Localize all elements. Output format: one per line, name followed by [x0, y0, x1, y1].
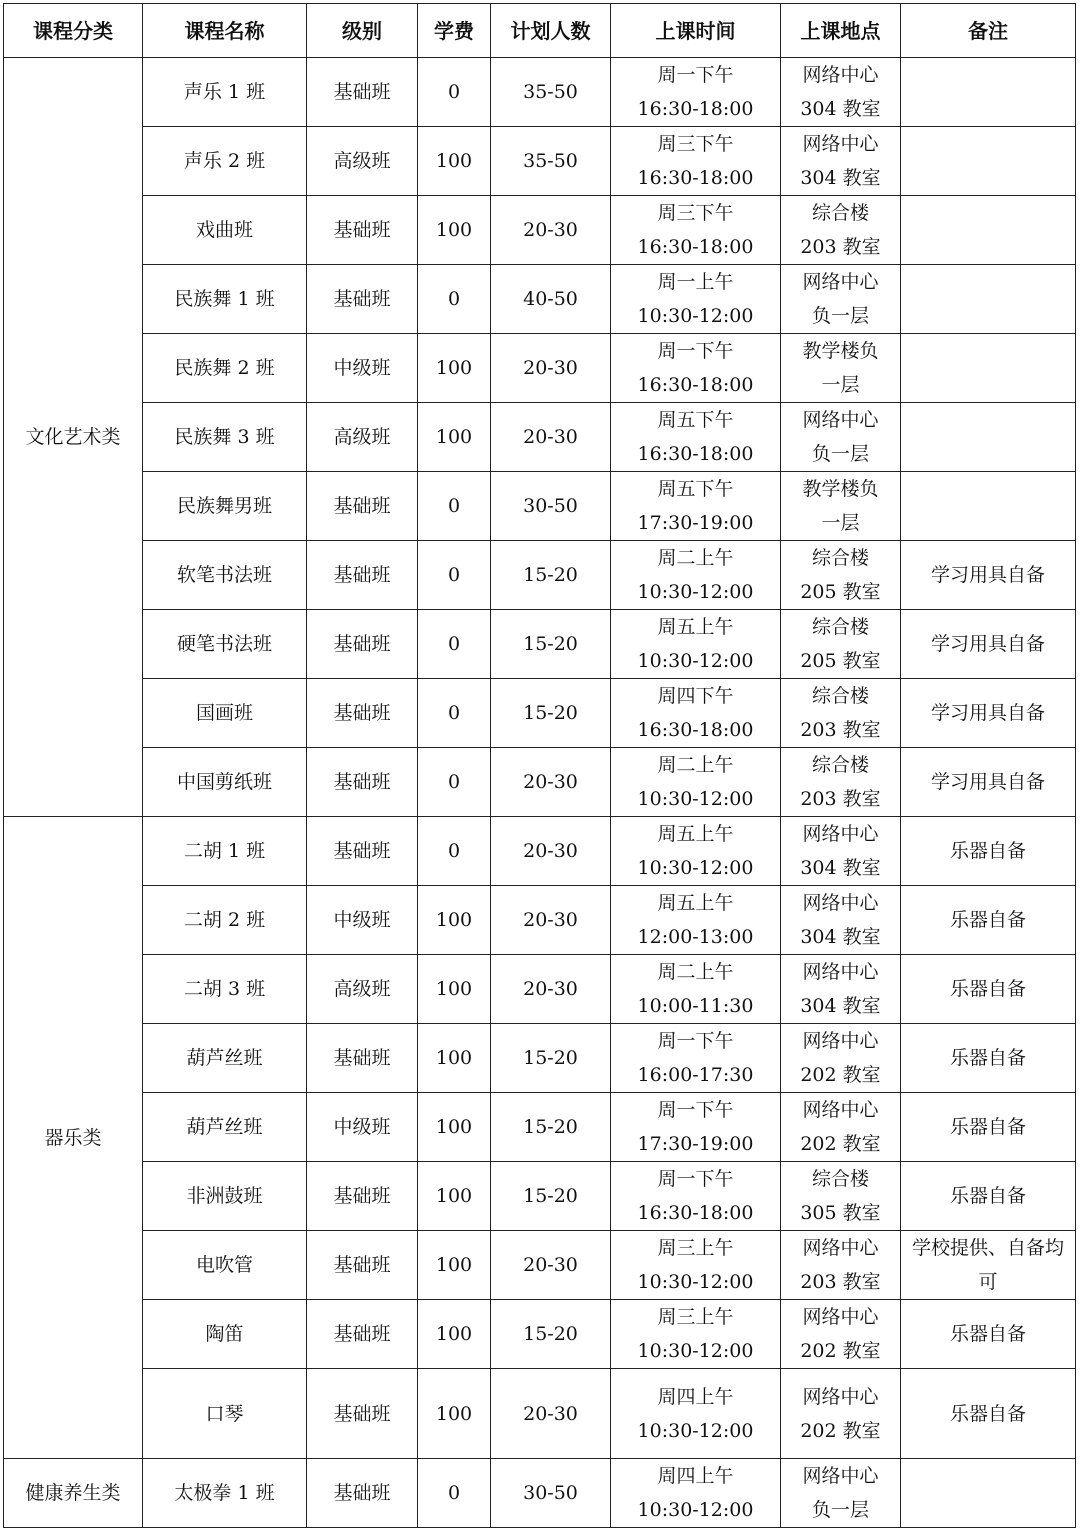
level-cell: 基础班	[307, 1231, 418, 1300]
class-location-line: 综合楼	[811, 754, 869, 776]
class-location-line: 304 教室	[800, 995, 881, 1017]
header-note: 备注	[901, 4, 1076, 58]
level-cell: 基础班	[307, 679, 418, 748]
course-name-cell: 民族舞 2 班	[143, 334, 307, 403]
note-cell	[901, 127, 1076, 196]
class-location-cell	[781, 472, 901, 541]
category-cell: 器乐类	[4, 817, 143, 1459]
class-location-line: 304 教室	[800, 857, 881, 879]
class-time-line: 周五下午	[657, 409, 734, 431]
table-row	[4, 541, 1076, 610]
fee-cell: 0	[418, 265, 491, 334]
class-location-line: 网络中心	[802, 271, 879, 293]
class-location-line: 202 教室	[800, 1419, 881, 1442]
class-time-line: 周三下午	[657, 133, 734, 155]
class-location-cell	[781, 58, 901, 127]
course-name-cell: 二胡 3 班	[143, 955, 307, 1024]
level-cell: 基础班	[307, 196, 418, 265]
class-location-line: 综合楼	[811, 202, 869, 224]
course-name-cell: 声乐 1 班	[143, 58, 307, 127]
class-location-line: 205 教室	[800, 650, 881, 672]
class-time-cell	[611, 265, 781, 334]
class-time-cell	[611, 403, 781, 472]
fee-cell: 100	[418, 1093, 491, 1162]
note-cell	[901, 403, 1076, 472]
class-location-cell	[781, 1459, 901, 1528]
planned-count-cell: 20-30	[491, 196, 611, 265]
header-category: 课程分类	[4, 4, 143, 58]
course-name-cell: 二胡 2 班	[143, 886, 307, 955]
class-time-line: 周五下午	[657, 478, 734, 500]
planned-count-cell: 20-30	[491, 817, 611, 886]
fee-cell: 0	[418, 541, 491, 610]
fee-cell: 100	[418, 403, 491, 472]
class-time-cell	[611, 955, 781, 1024]
fee-cell: 100	[418, 886, 491, 955]
class-time-line: 10:30-12:00	[637, 650, 754, 672]
fee-cell: 0	[418, 679, 491, 748]
note-cell: 学习用具自备	[901, 610, 1076, 679]
level-cell: 中级班	[307, 1093, 418, 1162]
level-cell: 基础班	[307, 1024, 418, 1093]
class-location-line: 203 教室	[800, 719, 881, 741]
course-name-cell: 非洲鼓班	[143, 1162, 307, 1231]
table-row	[4, 1369, 1076, 1459]
class-time-line: 周五上午	[657, 892, 734, 914]
class-time-line: 10:30-12:00	[637, 1340, 754, 1362]
level-cell: 中级班	[307, 886, 418, 955]
course-name-cell: 葫芦丝班	[143, 1024, 307, 1093]
fee-cell: 0	[418, 748, 491, 817]
class-time-line: 16:00-17:30	[637, 1064, 754, 1086]
note-cell	[901, 58, 1076, 127]
table-row	[4, 817, 1076, 886]
class-location-cell	[781, 955, 901, 1024]
header-class-location: 上课地点	[781, 4, 901, 58]
course-name-cell: 国画班	[143, 679, 307, 748]
note-cell	[901, 334, 1076, 403]
class-location-cell	[781, 1024, 901, 1093]
planned-count-cell: 20-30	[491, 403, 611, 472]
table-row	[4, 1459, 1076, 1528]
class-time-line: 周四下午	[657, 685, 734, 707]
note-cell: 乐器自备	[901, 1369, 1076, 1459]
class-location-cell	[781, 265, 901, 334]
course-name-cell: 口琴	[143, 1369, 307, 1459]
level-cell: 基础班	[307, 472, 418, 541]
note-cell	[901, 265, 1076, 334]
level-cell: 基础班	[307, 58, 418, 127]
note-cell: 学习用具自备	[901, 679, 1076, 748]
class-location-line: 203 教室	[800, 788, 881, 810]
table-row	[4, 1231, 1076, 1300]
planned-count-cell: 20-30	[491, 1231, 611, 1300]
class-location-line: 综合楼	[811, 1168, 869, 1190]
fee-cell: 100	[418, 1231, 491, 1300]
class-time-line: 周五上午	[657, 823, 734, 845]
table-row	[4, 1024, 1076, 1093]
fee-cell: 0	[418, 1459, 491, 1528]
note-cell: 学校提供、自备均可	[901, 1231, 1076, 1300]
class-location-line: 综合楼	[811, 685, 869, 707]
table-row	[4, 265, 1076, 334]
table-row	[4, 334, 1076, 403]
class-time-line: 16:30-18:00	[637, 167, 754, 189]
class-location-cell	[781, 1231, 901, 1300]
class-location-cell	[781, 1369, 901, 1459]
class-location-line: 202 教室	[800, 1064, 881, 1086]
class-time-cell	[611, 1024, 781, 1093]
class-location-line: 202 教室	[800, 1133, 881, 1155]
level-cell: 基础班	[307, 1459, 418, 1528]
class-location-line: 网络中心	[802, 1465, 879, 1487]
class-location-cell	[781, 610, 901, 679]
note-cell: 学习用具自备	[901, 541, 1076, 610]
planned-count-cell: 20-30	[491, 748, 611, 817]
fee-cell: 0	[418, 472, 491, 541]
planned-count-cell: 15-20	[491, 1162, 611, 1231]
level-cell: 基础班	[307, 610, 418, 679]
planned-count-cell: 35-50	[491, 58, 611, 127]
class-location-cell	[781, 127, 901, 196]
note-cell: 乐器自备	[901, 817, 1076, 886]
level-cell: 基础班	[307, 1300, 418, 1369]
planned-count-cell: 15-20	[491, 1300, 611, 1369]
class-time-line: 10:30-12:00	[637, 305, 754, 327]
level-cell: 中级班	[307, 334, 418, 403]
header-planned-count: 计划人数	[491, 4, 611, 58]
course-name-cell: 硬笔书法班	[143, 610, 307, 679]
class-location-line: 网络中心	[802, 64, 879, 86]
class-time-line: 16:30-18:00	[637, 443, 754, 465]
level-cell: 高级班	[307, 403, 418, 472]
class-location-line: 教学楼负	[802, 340, 879, 362]
class-time-line: 16:30-18:00	[637, 98, 754, 120]
course-name-cell: 民族舞男班	[143, 472, 307, 541]
table-row	[4, 1162, 1076, 1231]
planned-count-cell: 40-50	[491, 265, 611, 334]
class-time-line: 周二上午	[657, 961, 734, 983]
planned-count-cell: 20-30	[491, 1369, 611, 1459]
course-name-cell: 中国剪纸班	[143, 748, 307, 817]
class-time-cell	[611, 817, 781, 886]
table-row	[4, 403, 1076, 472]
class-location-line: 305 教室	[800, 1202, 881, 1224]
class-time-line: 10:30-12:00	[637, 581, 754, 603]
class-location-line: 综合楼	[811, 616, 869, 638]
class-location-cell	[781, 541, 901, 610]
class-location-cell	[781, 748, 901, 817]
class-location-line: 负一层	[811, 305, 869, 327]
table-row	[4, 127, 1076, 196]
level-cell: 基础班	[307, 748, 418, 817]
planned-count-cell: 35-50	[491, 127, 611, 196]
class-time-cell	[611, 196, 781, 265]
planned-count-cell: 20-30	[491, 334, 611, 403]
class-location-line: 网络中心	[802, 133, 879, 155]
fee-cell: 0	[418, 817, 491, 886]
note-cell	[901, 196, 1076, 265]
class-time-line: 16:30-18:00	[637, 1202, 754, 1224]
class-time-cell	[611, 1162, 781, 1231]
planned-count-cell: 30-50	[491, 1459, 611, 1528]
note-cell	[901, 1459, 1076, 1528]
header-row	[4, 4, 1076, 58]
class-location-line: 网络中心	[802, 1306, 879, 1328]
fee-cell: 100	[418, 1024, 491, 1093]
level-cell: 基础班	[307, 265, 418, 334]
planned-count-cell: 20-30	[491, 886, 611, 955]
class-time-cell	[611, 886, 781, 955]
class-time-cell	[611, 1093, 781, 1162]
class-location-cell	[781, 679, 901, 748]
fee-cell: 100	[418, 1300, 491, 1369]
table-row	[4, 886, 1076, 955]
class-location-line: 网络中心	[802, 892, 879, 914]
class-location-line: 网络中心	[802, 961, 879, 983]
course-name-cell: 太极拳 1 班	[143, 1459, 307, 1528]
class-location-line: 负一层	[811, 1499, 869, 1521]
planned-count-cell: 15-20	[491, 541, 611, 610]
note-cell: 学习用具自备	[901, 748, 1076, 817]
fee-cell: 100	[418, 127, 491, 196]
class-time-line: 周一下午	[657, 1030, 734, 1052]
class-location-line: 304 教室	[800, 926, 881, 948]
course-name-cell: 民族舞 3 班	[143, 403, 307, 472]
class-location-line: 203 教室	[800, 1271, 881, 1293]
class-time-line: 10:30-12:00	[637, 1499, 754, 1521]
class-time-cell	[611, 1231, 781, 1300]
class-time-cell	[611, 334, 781, 403]
fee-cell: 100	[418, 334, 491, 403]
class-time-cell	[611, 679, 781, 748]
note-cell: 乐器自备	[901, 886, 1076, 955]
planned-count-cell: 15-20	[491, 1093, 611, 1162]
class-time-line: 周二上午	[657, 754, 734, 776]
header-class-time: 上课时间	[611, 4, 781, 58]
class-time-cell	[611, 610, 781, 679]
header-course-name: 课程名称	[143, 4, 307, 58]
class-time-line: 周五上午	[657, 616, 734, 638]
course-name-cell: 葫芦丝班	[143, 1093, 307, 1162]
planned-count-cell: 15-20	[491, 679, 611, 748]
table-row	[4, 58, 1076, 127]
class-time-line: 周二上午	[657, 547, 734, 569]
class-location-line: 网络中心	[802, 1099, 879, 1121]
class-time-cell	[611, 1369, 781, 1459]
class-time-line: 16:30-18:00	[637, 236, 754, 258]
note-cell: 乐器自备	[901, 1093, 1076, 1162]
class-location-line: 304 教室	[800, 98, 881, 120]
class-location-line: 综合楼	[811, 547, 869, 569]
class-time-cell	[611, 1459, 781, 1528]
note-cell: 乐器自备	[901, 1162, 1076, 1231]
class-time-line: 周一下午	[657, 1168, 734, 1190]
course-name-cell: 民族舞 1 班	[143, 265, 307, 334]
course-name-cell: 电吹管	[143, 1231, 307, 1300]
class-location-cell	[781, 817, 901, 886]
planned-count-cell: 15-20	[491, 610, 611, 679]
class-time-line: 10:30-12:00	[637, 788, 754, 810]
class-time-line: 10:00-11:30	[637, 995, 754, 1017]
class-location-line: 202 教室	[800, 1340, 881, 1362]
fee-cell: 100	[418, 1162, 491, 1231]
fee-cell: 0	[418, 58, 491, 127]
class-time-cell	[611, 1300, 781, 1369]
class-location-cell	[781, 196, 901, 265]
class-location-cell	[781, 403, 901, 472]
class-time-line: 周四上午	[657, 1385, 734, 1408]
class-location-line: 网络中心	[802, 1237, 879, 1259]
category-cell: 健康养生类	[4, 1459, 143, 1528]
class-location-line: 一层	[821, 512, 860, 534]
class-time-line: 10:30-12:00	[637, 1419, 754, 1442]
level-cell: 基础班	[307, 817, 418, 886]
class-time-line: 周一下午	[657, 340, 734, 362]
class-time-line: 10:30-12:00	[637, 857, 754, 879]
table-row	[4, 472, 1076, 541]
class-time-line: 10:30-12:00	[637, 1271, 754, 1293]
planned-count-cell: 20-30	[491, 955, 611, 1024]
class-time-cell	[611, 748, 781, 817]
table-row	[4, 1300, 1076, 1369]
class-location-line: 网络中心	[802, 1385, 879, 1408]
class-time-line: 17:30-19:00	[637, 1133, 754, 1155]
course-name-cell: 声乐 2 班	[143, 127, 307, 196]
class-time-line: 周一下午	[657, 64, 734, 86]
class-location-line: 205 教室	[800, 581, 881, 603]
table-row	[4, 955, 1076, 1024]
level-cell: 基础班	[307, 1162, 418, 1231]
fee-cell: 100	[418, 955, 491, 1024]
class-time-line: 周三上午	[657, 1237, 734, 1259]
note-cell: 乐器自备	[901, 955, 1076, 1024]
class-location-line: 网络中心	[802, 409, 879, 431]
class-time-line: 周三上午	[657, 1306, 734, 1328]
class-location-line: 网络中心	[802, 1030, 879, 1052]
course-name-cell: 二胡 1 班	[143, 817, 307, 886]
class-location-line: 网络中心	[802, 823, 879, 845]
class-time-line: 周四上午	[657, 1465, 734, 1487]
table-row	[4, 196, 1076, 265]
table-row	[4, 748, 1076, 817]
class-time-cell	[611, 127, 781, 196]
table-row	[4, 1093, 1076, 1162]
class-location-line: 一层	[821, 374, 860, 396]
class-location-cell	[781, 1093, 901, 1162]
class-location-line: 负一层	[811, 443, 869, 465]
fee-cell: 100	[418, 1369, 491, 1459]
class-time-line: 周一下午	[657, 1099, 734, 1121]
class-time-line: 16:30-18:00	[637, 374, 754, 396]
level-cell: 高级班	[307, 127, 418, 196]
class-location-line: 203 教室	[800, 236, 881, 258]
course-name-cell: 戏曲班	[143, 196, 307, 265]
fee-cell: 100	[418, 196, 491, 265]
fee-cell: 0	[418, 610, 491, 679]
header-level: 级别	[307, 4, 418, 58]
planned-count-cell: 30-50	[491, 472, 611, 541]
note-cell	[901, 472, 1076, 541]
course-name-cell: 陶笛	[143, 1300, 307, 1369]
planned-count-cell: 15-20	[491, 1024, 611, 1093]
table-row	[4, 610, 1076, 679]
class-time-line: 12:00-13:00	[637, 926, 754, 948]
class-time-line: 16:30-18:00	[637, 719, 754, 741]
class-time-line: 周三下午	[657, 202, 734, 224]
class-time-cell	[611, 58, 781, 127]
level-cell: 高级班	[307, 955, 418, 1024]
header-fee: 学费	[418, 4, 491, 58]
class-time-line: 17:30-19:00	[637, 512, 754, 534]
class-location-cell	[781, 1300, 901, 1369]
table-row	[4, 679, 1076, 748]
level-cell: 基础班	[307, 541, 418, 610]
class-time-cell	[611, 541, 781, 610]
class-location-line: 教学楼负	[802, 478, 879, 500]
class-location-cell	[781, 334, 901, 403]
class-time-cell	[611, 472, 781, 541]
class-time-line: 周一上午	[657, 271, 734, 293]
class-location-cell	[781, 886, 901, 955]
note-cell: 乐器自备	[901, 1300, 1076, 1369]
course-table	[3, 3, 1076, 1528]
class-location-line: 304 教室	[800, 167, 881, 189]
level-cell: 基础班	[307, 1369, 418, 1459]
category-cell: 文化艺术类	[4, 58, 143, 817]
table-body	[4, 58, 1076, 1528]
note-cell: 乐器自备	[901, 1024, 1076, 1093]
course-name-cell: 软笔书法班	[143, 541, 307, 610]
class-location-cell	[781, 1162, 901, 1231]
